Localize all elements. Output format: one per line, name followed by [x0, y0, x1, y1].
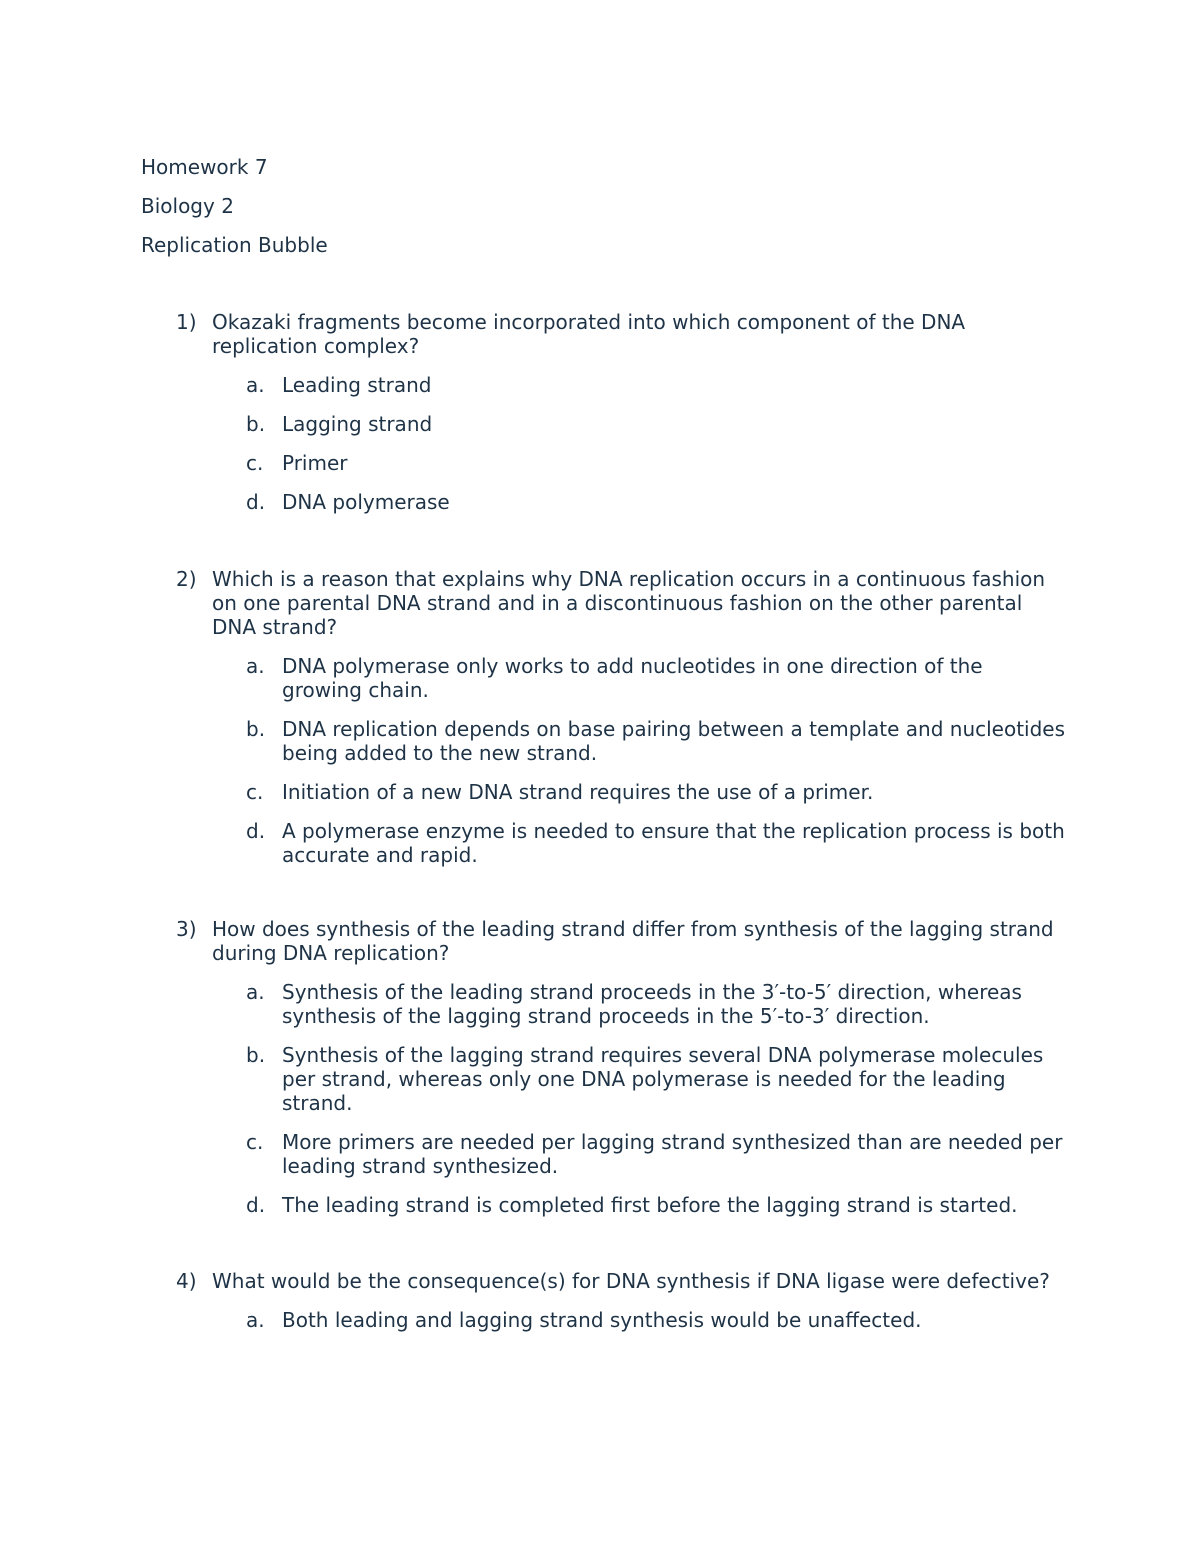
question-number: 1) [176, 310, 197, 334]
answer-option [246, 1130, 1066, 1178]
option-letter: b. [246, 412, 266, 436]
option-letter: c. [246, 1130, 264, 1154]
answer-options [246, 654, 1066, 867]
question-number: 3) [176, 917, 197, 941]
answer-option [246, 1193, 1066, 1217]
option-text: Both leading and lagging strand synthesis would be unaffected. [282, 1308, 922, 1332]
answer-option [246, 490, 1066, 514]
option-letter: b. [246, 1043, 266, 1067]
document-title: Homework 7 [141, 155, 268, 179]
question-number: 2) [176, 567, 197, 591]
option-letter: d. [246, 490, 266, 514]
option-text: DNA polymerase [282, 490, 450, 514]
answer-option [246, 451, 1066, 475]
option-letter: b. [246, 717, 266, 741]
answer-option [246, 412, 1066, 436]
answer-option [246, 780, 1066, 804]
answer-option [246, 373, 1066, 397]
option-text: Initiation of a new DNA strand requires the use of a primer. [282, 780, 874, 804]
answer-option [246, 654, 1066, 702]
option-text: Lagging strand [282, 412, 433, 436]
topic-title: Replication Bubble [141, 233, 328, 257]
option-text: More primers are needed per lagging strand synthesized than are needed per leading strand synthesized. [282, 1130, 1063, 1178]
answer-option [246, 819, 1066, 867]
question-2 [176, 567, 1066, 882]
option-letter: a. [246, 1308, 265, 1332]
question-text: How does synthesis of the leading strand differ from synthesis of the lagging strand during DNA replication? [212, 917, 1054, 965]
option-letter: c. [246, 780, 264, 804]
option-text: Primer [282, 451, 348, 475]
option-letter: d. [246, 1193, 266, 1217]
option-text: DNA replication depends on base pairing between a template and nucleotides being added to the new strand. [282, 717, 1066, 765]
question-3 [176, 917, 1066, 1232]
option-letter: a. [246, 654, 265, 678]
question-text: Which is a reason that explains why DNA replication occurs in a continuous fashion on one parental DNA strand and in a discontinuous fashion on the other parental DNA strand? [212, 567, 1046, 639]
option-text: A polymerase enzyme is needed to ensure that the replication process is both accurate and rapid. [282, 819, 1065, 867]
option-text: Synthesis of the leading strand proceeds in the 3′-to-5′ direction, whereas synthesis of the lagging strand proceeds in the 5′-to-3′ direction. [282, 980, 1022, 1028]
answer-option [246, 980, 1066, 1028]
option-text: Leading strand [282, 373, 432, 397]
course-name: Biology 2 [141, 194, 234, 218]
answer-option [246, 1043, 1066, 1115]
question-number: 4) [176, 1269, 197, 1293]
option-text: The leading strand is completed first before the lagging strand is started. [282, 1193, 1018, 1217]
question-text: What would be the consequence(s) for DNA synthesis if DNA ligase were defective? [212, 1269, 1050, 1293]
option-letter: c. [246, 451, 264, 475]
option-letter: a. [246, 980, 265, 1004]
question-text: Okazaki fragments become incorporated into which component of the DNA replication complex? [212, 310, 966, 358]
answer-option [246, 717, 1066, 765]
answer-options [246, 980, 1066, 1217]
answer-option [246, 1308, 1066, 1332]
option-text: DNA polymerase only works to add nucleotides in one direction of the growing chain. [282, 654, 983, 702]
answer-options [246, 373, 1066, 514]
question-1 [176, 310, 1066, 529]
option-text: Synthesis of the lagging strand requires several DNA polymerase molecules per strand, whereas only one DNA polymerase is needed for the leading strand. [282, 1043, 1044, 1115]
option-letter: d. [246, 819, 266, 843]
answer-options [246, 1308, 1066, 1332]
question-4 [176, 1269, 1066, 1347]
option-letter: a. [246, 373, 265, 397]
